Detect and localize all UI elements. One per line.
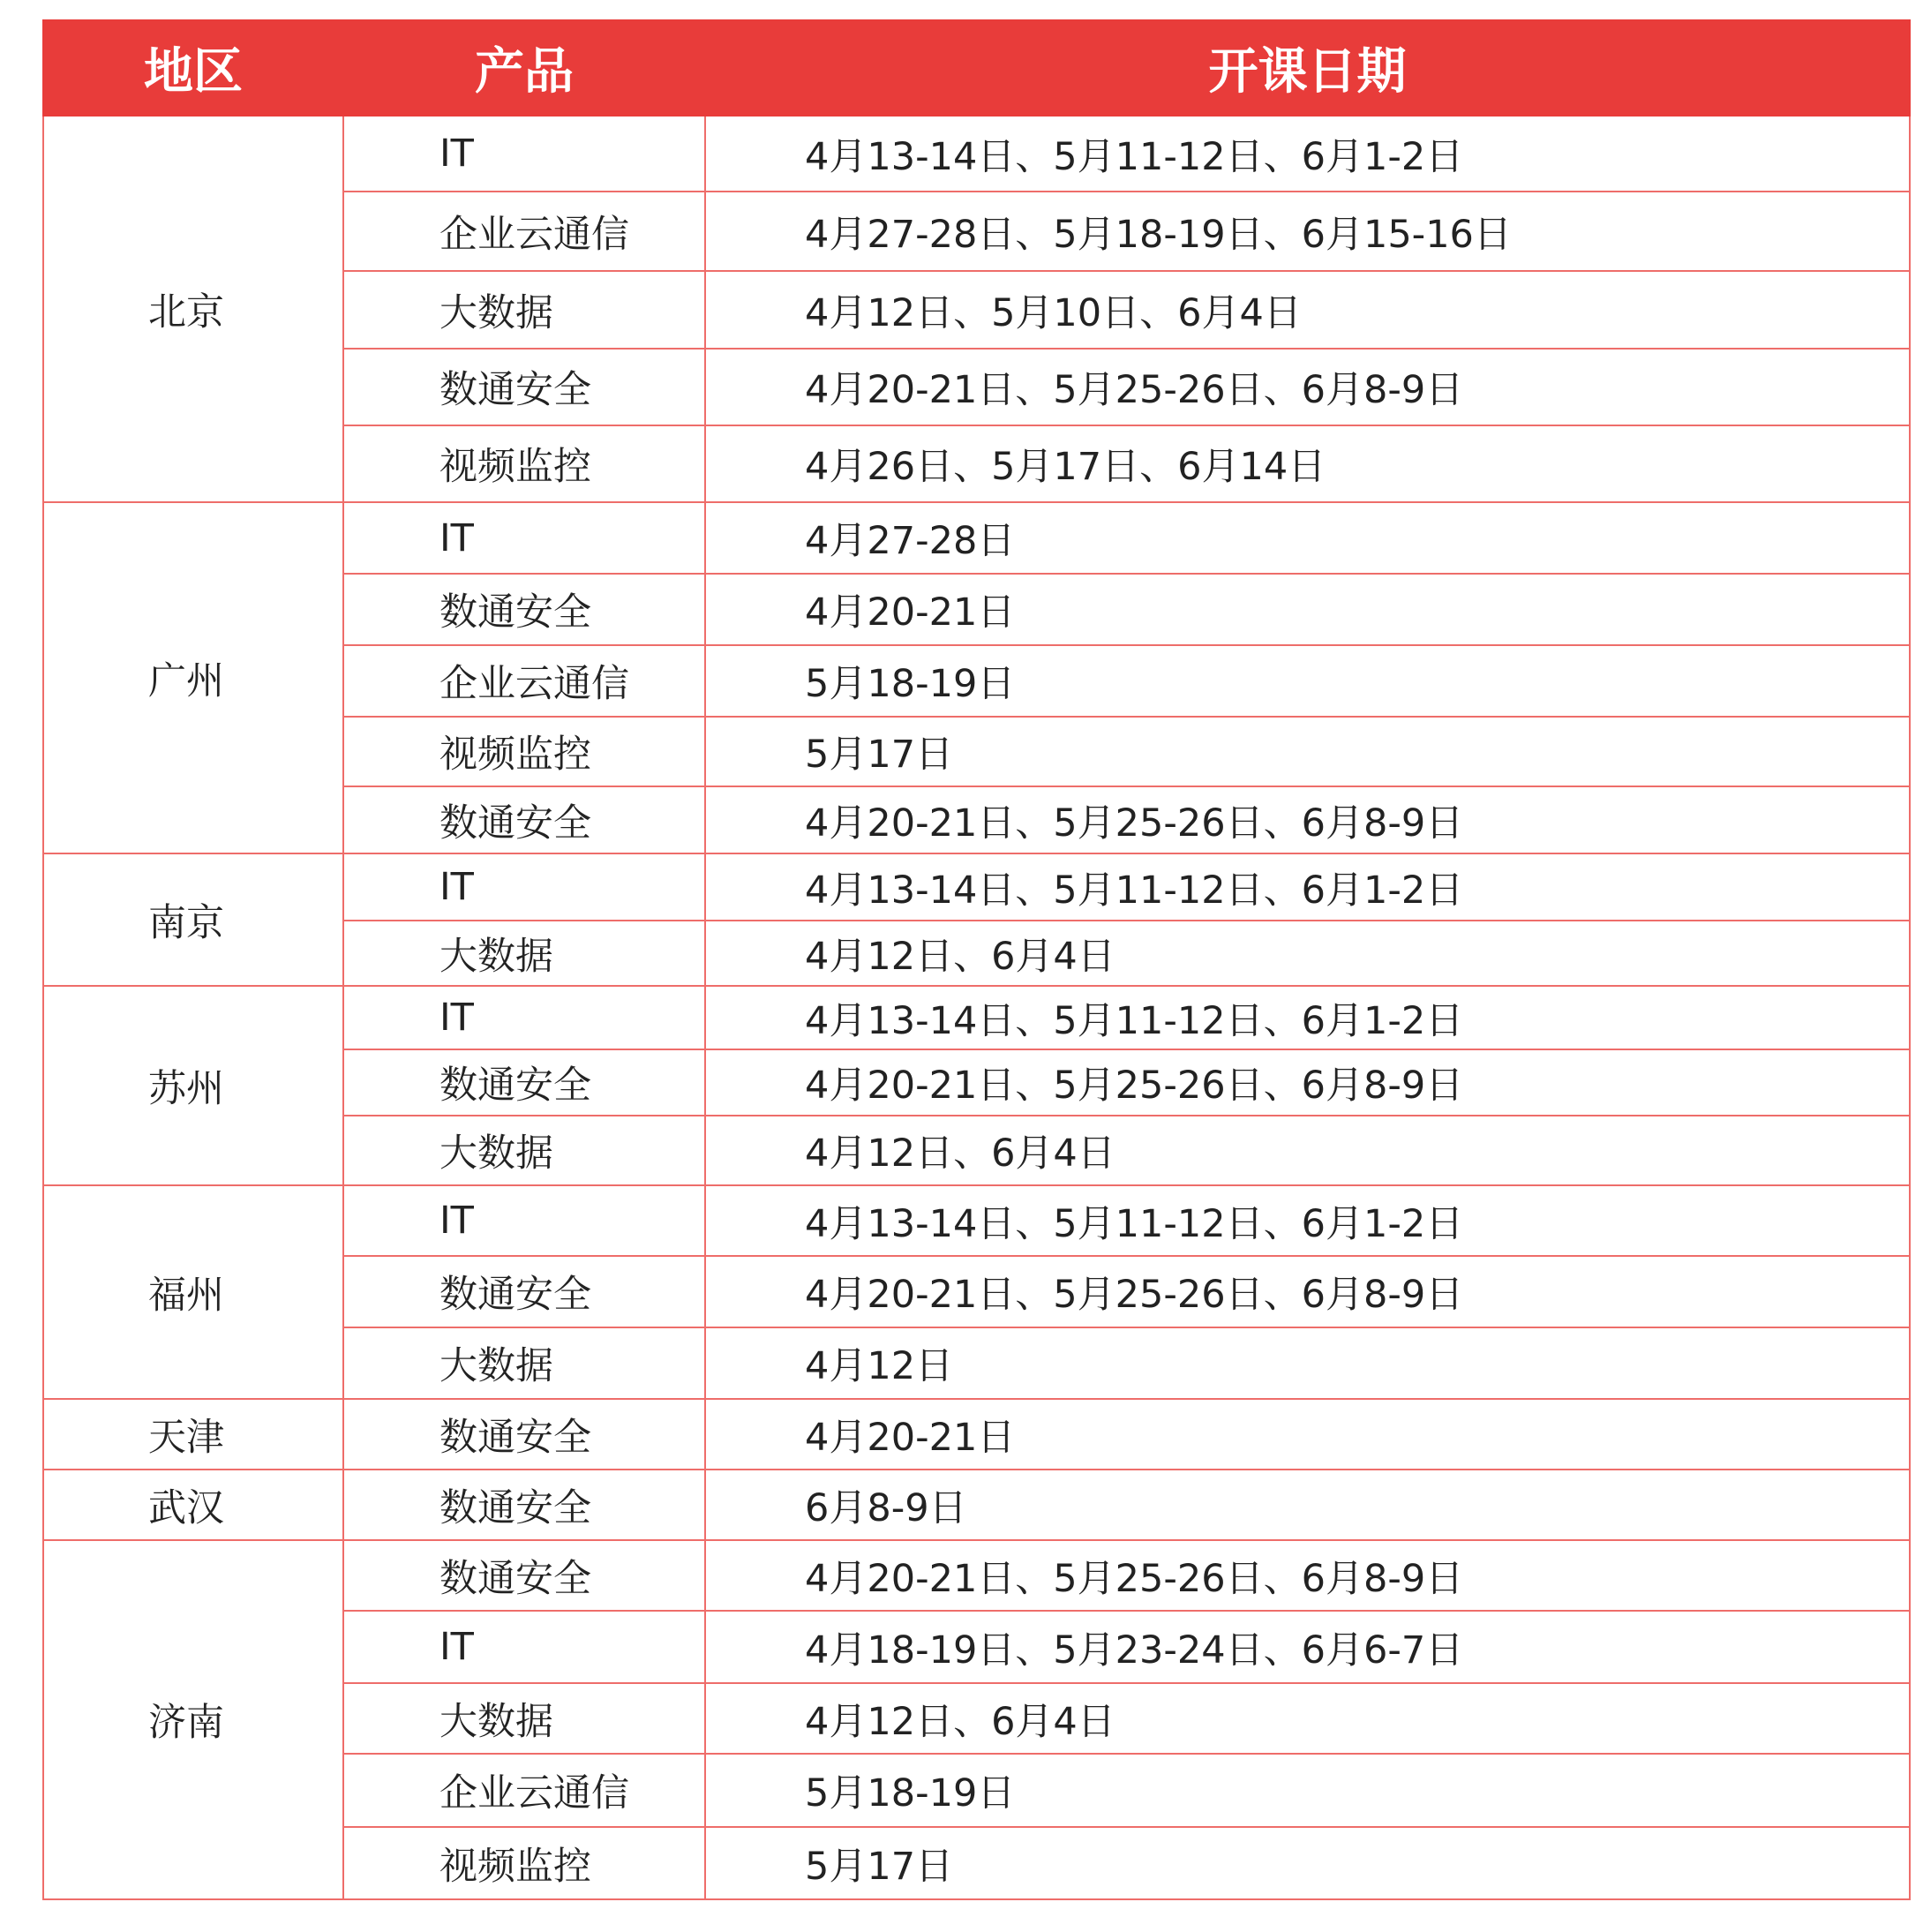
dates-cell: 5月18-19日 [705, 1754, 1910, 1827]
dates-cell: 5月17日 [705, 1827, 1910, 1899]
table-row [43, 502, 1910, 574]
region-cell: 天津 [43, 1399, 343, 1470]
product-cell: 大数据 [343, 1683, 705, 1754]
table-row [43, 1540, 1910, 1611]
dates-cell: 4月20-21日 [705, 1399, 1910, 1470]
region-cell: 福州 [43, 1185, 343, 1399]
product-cell: IT [343, 1611, 705, 1683]
product-cell: 大数据 [343, 1327, 705, 1399]
dates-cell: 4月26日、5月17日、6月14日 [705, 425, 1910, 502]
region-cell: 济南 [43, 1540, 343, 1899]
dates-cell: 4月12日、6月4日 [705, 921, 1910, 986]
dates-cell: 4月20-21日、5月25-26日、6月8-9日 [705, 349, 1910, 425]
dates-cell: 4月12日、5月10日、6月4日 [705, 271, 1910, 349]
dates-cell: 4月13-14日、5月11-12日、6月1-2日 [705, 986, 1910, 1049]
product-cell: IT [343, 853, 705, 921]
product-cell: 数通安全 [343, 1049, 705, 1116]
header-region: 地区 [43, 20, 343, 116]
dates-cell: 4月13-14日、5月11-12日、6月1-2日 [705, 853, 1910, 921]
table-row [43, 1399, 1910, 1470]
product-cell: 视频监控 [343, 425, 705, 502]
product-cell: 大数据 [343, 271, 705, 349]
product-cell: 视频监控 [343, 717, 705, 786]
product-cell: 数通安全 [343, 574, 705, 645]
dates-cell: 4月12日、6月4日 [705, 1683, 1910, 1754]
product-cell: 数通安全 [343, 786, 705, 853]
product-cell: 数通安全 [343, 349, 705, 425]
region-cell: 苏州 [43, 986, 343, 1185]
dates-cell: 4月27-28日 [705, 502, 1910, 574]
dates-cell: 4月20-21日、5月25-26日、6月8-9日 [705, 1256, 1910, 1327]
dates-cell: 4月12日 [705, 1327, 1910, 1399]
dates-cell: 4月20-21日、5月25-26日、6月8-9日 [705, 1049, 1910, 1116]
product-cell: IT [343, 116, 705, 192]
header-dates: 开课日期 [705, 20, 1910, 116]
region-cell: 广州 [43, 502, 343, 853]
product-cell: IT [343, 986, 705, 1049]
header-product: 产品 [343, 20, 705, 116]
table-row [43, 853, 1910, 921]
product-cell: 企业云通信 [343, 645, 705, 717]
product-cell: 数通安全 [343, 1470, 705, 1540]
dates-cell: 4月12日、6月4日 [705, 1116, 1910, 1185]
dates-cell: 6月8-9日 [705, 1470, 1910, 1540]
table-row [43, 1470, 1910, 1540]
region-cell: 南京 [43, 853, 343, 986]
header-row [43, 20, 1910, 116]
dates-cell: 4月20-21日、5月25-26日、6月8-9日 [705, 786, 1910, 853]
product-cell: 企业云通信 [343, 192, 705, 271]
product-cell: 数通安全 [343, 1399, 705, 1470]
table-row [43, 1185, 1910, 1256]
dates-cell: 4月27-28日、5月18-19日、6月15-16日 [705, 192, 1910, 271]
dates-cell: 4月20-21日 [705, 574, 1910, 645]
table-row [43, 116, 1910, 192]
product-cell: IT [343, 502, 705, 574]
product-cell: 视频监控 [343, 1827, 705, 1899]
dates-cell: 5月18-19日 [705, 645, 1910, 717]
dates-cell: 4月18-19日、5月23-24日、6月6-7日 [705, 1611, 1910, 1683]
dates-cell: 4月20-21日、5月25-26日、6月8-9日 [705, 1540, 1910, 1611]
product-cell: 大数据 [343, 921, 705, 986]
course-schedule-table [42, 19, 1911, 1900]
table-header [43, 20, 1910, 116]
product-cell: IT [343, 1185, 705, 1256]
product-cell: 企业云通信 [343, 1754, 705, 1827]
dates-cell: 4月13-14日、5月11-12日、6月1-2日 [705, 1185, 1910, 1256]
table-row [43, 986, 1910, 1049]
product-cell: 大数据 [343, 1116, 705, 1185]
dates-cell: 4月13-14日、5月11-12日、6月1-2日 [705, 116, 1910, 192]
dates-cell: 5月17日 [705, 717, 1910, 786]
region-cell: 武汉 [43, 1470, 343, 1540]
product-cell: 数通安全 [343, 1540, 705, 1611]
table-body [43, 116, 1910, 1899]
product-cell: 数通安全 [343, 1256, 705, 1327]
region-cell: 北京 [43, 116, 343, 502]
